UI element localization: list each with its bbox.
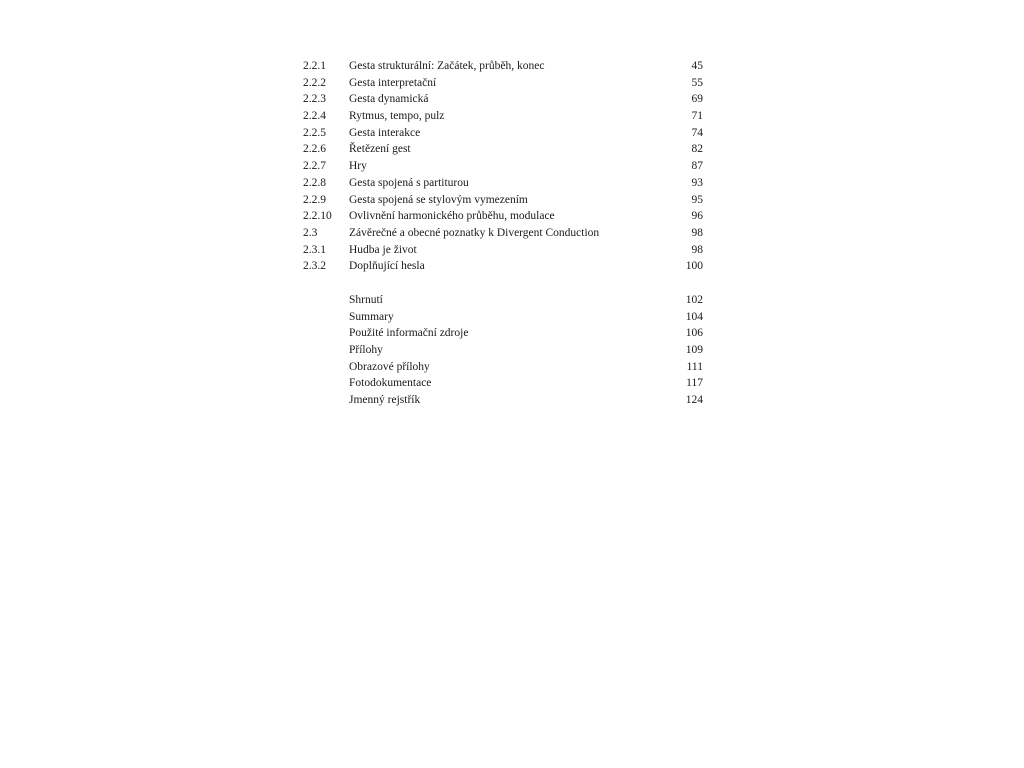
toc-entry-title: Doplňující hesla [349, 260, 425, 273]
toc-entry-page: 87 [691, 160, 703, 173]
toc-entry-title: Hudba je život [349, 243, 417, 256]
toc-entry-page: 95 [691, 193, 703, 206]
toc-entry-page: 55 [691, 76, 703, 89]
toc-entry-title: Obrazové přílohy [349, 360, 430, 373]
table-of-contents [303, 58, 703, 409]
toc-entry-number: 2.3.1 [303, 243, 326, 256]
toc-entry[interactable] [303, 108, 703, 125]
section-spacer [303, 275, 703, 292]
toc-entry-title: Jmenný rejstřík [349, 394, 421, 407]
toc-entry[interactable] [303, 375, 703, 392]
toc-entry-page: 100 [685, 260, 703, 273]
toc-entry-page: 96 [691, 210, 703, 223]
toc-entry-number: 2.2.10 [303, 210, 332, 223]
toc-entry-title: Hry [349, 160, 367, 173]
toc-entry[interactable] [303, 125, 703, 142]
toc-entry[interactable] [303, 225, 703, 242]
toc-entry-page: 109 [685, 344, 703, 356]
toc-entry-page: 117 [686, 377, 703, 390]
toc-entry-title: Gesta dynamická [349, 93, 429, 106]
toc-entry-page: 106 [685, 327, 703, 340]
toc-entry-page: 98 [691, 226, 703, 239]
toc-entry-number: 2.2.4 [303, 110, 326, 123]
toc-entry-title: Fotodokumentace [349, 377, 432, 390]
toc-entry-number: 2.2.7 [303, 160, 326, 173]
toc-entry[interactable] [303, 91, 703, 108]
toc-entry[interactable] [303, 208, 703, 225]
toc-entry-title: Gesta interpretační [349, 76, 437, 89]
toc-entry-title: Řetězení gest [349, 143, 411, 156]
toc-entry-number: 2.2.3 [303, 93, 326, 106]
toc-entry[interactable] [303, 359, 703, 376]
toc-entry-page: 74 [691, 126, 703, 139]
toc-entry-title: Ovlivnění harmonického průběhu, modulace [349, 210, 555, 223]
toc-entry-page: 82 [691, 143, 703, 156]
toc-entry-title: Gesta spojená se stylovým vymezením [349, 193, 528, 206]
toc-entry-page: 71 [691, 110, 703, 123]
toc-entry-number: 2.2.1 [303, 60, 326, 72]
toc-entry-number: 2.2.8 [303, 176, 326, 189]
toc-entry-title: Závěrečné a obecné poznatky k Divergent Conduction [349, 226, 600, 239]
toc-entry-number: 2.2.9 [303, 193, 326, 206]
toc-entry[interactable] [303, 292, 703, 309]
toc-entry[interactable] [303, 158, 703, 175]
toc-entry-page: 45 [691, 60, 703, 72]
toc-entry-title: Summary [349, 310, 394, 323]
toc-entry[interactable] [303, 175, 703, 192]
toc-entry[interactable] [303, 392, 703, 409]
toc-entry-page: 104 [685, 310, 703, 323]
toc-entry-title: Shrnutí [349, 293, 383, 306]
toc-entry[interactable] [303, 58, 703, 75]
toc-entry-page: 124 [685, 394, 703, 407]
toc-entry[interactable] [303, 141, 703, 158]
toc-entry-page: 69 [691, 93, 703, 106]
toc-entry-number: 2.3 [303, 226, 318, 239]
toc-entry-title: Přílohy [349, 344, 383, 356]
toc-entry-number: 2.2.5 [303, 126, 326, 139]
toc-entry[interactable] [303, 75, 703, 92]
toc-entry-page: 102 [685, 293, 703, 306]
toc-entry[interactable] [303, 258, 703, 275]
toc-entry-number: 2.2.2 [303, 76, 326, 89]
toc-entry-title: Gesta interakce [349, 126, 421, 139]
toc-entry-page: 93 [691, 176, 703, 189]
toc-entry[interactable] [303, 192, 703, 209]
toc-entry-title: Gesta spojená s partiturou [349, 176, 469, 189]
toc-entry-number: 2.2.6 [303, 143, 326, 156]
toc-entry[interactable] [303, 309, 703, 326]
toc-entry-page: 98 [691, 243, 703, 256]
toc-entry[interactable] [303, 342, 703, 359]
toc-entry[interactable] [303, 242, 703, 259]
toc-entry-title: Rytmus, tempo, pulz [349, 110, 445, 123]
toc-entry-page: 111 [686, 360, 703, 373]
toc-entry-title: Gesta strukturální: Začátek, průběh, konec [349, 60, 545, 72]
toc-entry-title: Použité informační zdroje [349, 327, 469, 340]
toc-entry-number: 2.3.2 [303, 260, 326, 273]
toc-entry[interactable] [303, 325, 703, 342]
